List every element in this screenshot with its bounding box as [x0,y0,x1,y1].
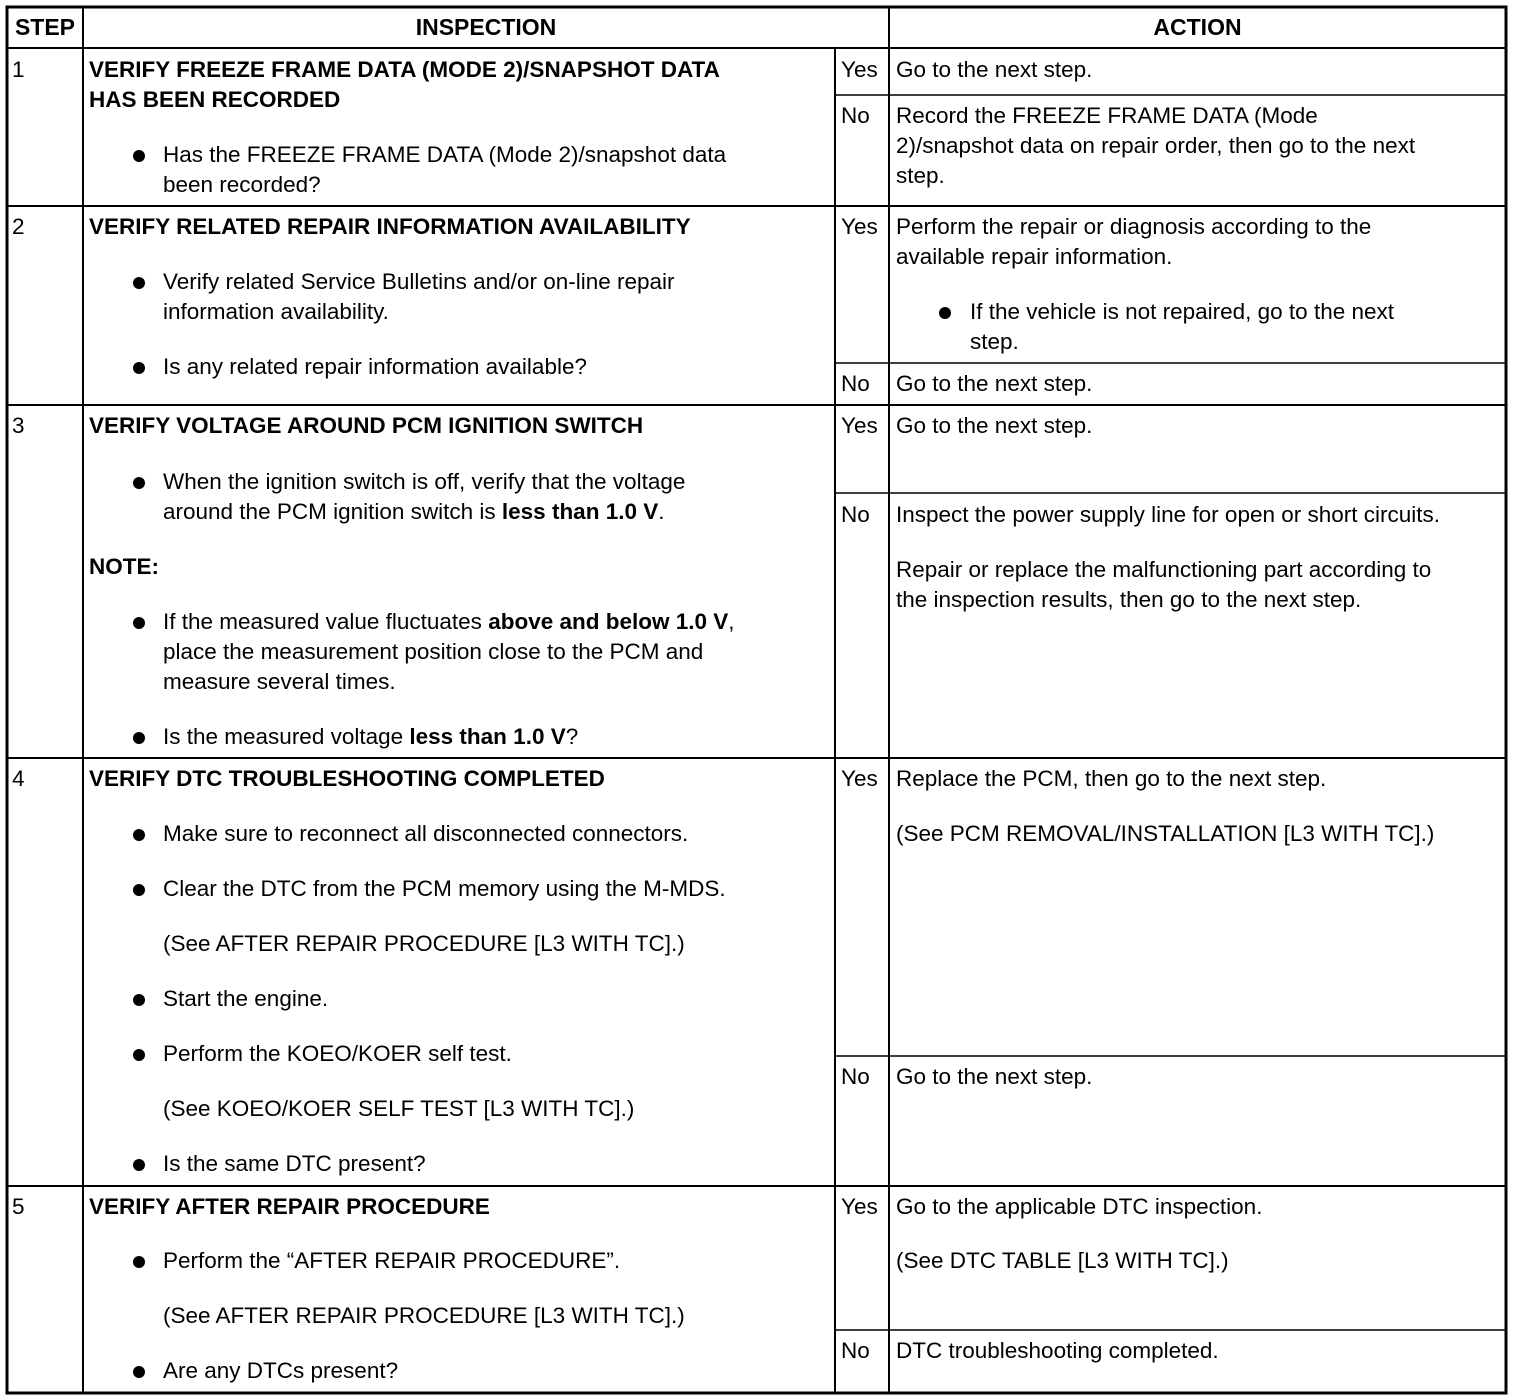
yes-action: available repair information. [896,244,1173,269]
text-segment: Is the measured voltage [163,724,410,749]
text-segment: , [728,609,735,634]
inspection-item: Perform the “AFTER REPAIR PROCEDURE”. [163,1248,621,1273]
inspection-item: place the measurement position close to the PCM and [163,639,704,664]
no-action: Inspect the power supply line for open or short circuits. [896,502,1441,527]
step-title: VERIFY RELATED REPAIR INFORMATION AVAILABILITY [89,214,691,239]
step-title: HAS BEEN RECORDED [89,87,341,112]
no-action: 2)/snapshot data on repair order, then go to the next [896,133,1416,158]
no-label: No [841,1338,870,1363]
no-action: the inspection results, then go to the next step. [896,587,1362,612]
inspection-item: measure several times. [163,669,396,694]
no-action: Go to the next step. [896,1064,1093,1089]
inspection-item: Is the same DTC present? [163,1151,426,1176]
reference-note: (See KOEO/KOER SELF TEST [L3 WITH TC].) [163,1096,635,1121]
inspection-item: Is any related repair information available? [163,354,587,379]
inspection-item: Clear the DTC from the PCM memory using the M-MDS. [163,876,726,901]
bullet-icon [133,994,145,1006]
emphasis-text: less than 1.0 V [501,499,659,524]
no-action: step. [896,163,945,188]
inspection-item: When the ignition switch is off, verify that the voltage [163,469,686,494]
header-inspection: INSPECTION [415,14,557,40]
bullet-icon [939,307,951,319]
inspection-item [163,722,578,752]
bullet-icon [133,829,145,841]
text-segment: ? [565,724,579,749]
step-number: 2 [12,214,25,239]
step-number: 3 [12,413,25,438]
text-segment: around the PCM ignition switch is [163,499,502,524]
bullet-icon [133,617,145,629]
step-number: 4 [12,766,25,791]
inspection-item: Has the FREEZE FRAME DATA (Mode 2)/snapshot data [163,142,727,167]
bullet-icon [133,1159,145,1171]
yes-label: Yes [841,1194,878,1219]
inspection-item: Verify related Service Bulletins and/or on-line repair [163,269,675,294]
yes-action: (See DTC TABLE [L3 WITH TC].) [896,1248,1229,1273]
yes-action: Replace the PCM, then go to the next step. [896,766,1327,791]
yes-action: Go to the next step. [896,57,1093,82]
no-action: DTC troubleshooting completed. [896,1338,1219,1363]
yes-action: step. [970,329,1019,354]
step-number: 1 [12,57,25,82]
no-action: Repair or replace the malfunctioning part according to [896,557,1432,582]
header-step: STEP [14,14,76,40]
bullet-icon [133,277,145,289]
bullet-icon [133,884,145,896]
yes-label: Yes [841,57,878,82]
bullet-icon [133,362,145,374]
inspection-item: Make sure to reconnect all disconnected connectors. [163,821,689,846]
reference-note: (See AFTER REPAIR PROCEDURE [L3 WITH TC].) [163,931,685,956]
no-label: No [841,371,870,396]
text-segment: If the measured value fluctuates [163,609,489,634]
no-action: Go to the next step. [896,371,1093,396]
note-label: NOTE: [89,554,159,579]
header-action: ACTION [1153,14,1242,40]
inspection-item [163,607,735,637]
step-number: 5 [12,1194,25,1219]
text-segment: . [658,499,665,524]
yes-label: Yes [841,413,878,438]
yes-action: Go to the applicable DTC inspection. [896,1194,1263,1219]
yes-action: Perform the repair or diagnosis according to the [896,214,1372,239]
no-label: No [841,103,870,128]
step-title: VERIFY VOLTAGE AROUND PCM IGNITION SWITCH [89,413,644,438]
inspection-item [163,497,665,527]
reference-note: (See AFTER REPAIR PROCEDURE [L3 WITH TC].) [163,1303,685,1328]
emphasis-text: above and below 1.0 V [488,609,729,634]
no-label: No [841,1064,870,1089]
inspection-item: Start the engine. [163,986,329,1011]
emphasis-text: less than 1.0 V [409,724,566,749]
yes-action: If the vehicle is not repaired, go to the next [970,299,1395,324]
bullet-icon [133,1049,145,1061]
inspection-item: Perform the KOEO/KOER self test. [163,1041,512,1066]
inspection-item: been recorded? [163,172,321,197]
yes-label: Yes [841,766,878,791]
yes-label: Yes [841,214,878,239]
step-title: VERIFY FREEZE FRAME DATA (MODE 2)/SNAPSHOT DATA [89,57,720,82]
bullet-icon [133,1366,145,1378]
yes-action: Go to the next step. [896,413,1093,438]
no-label: No [841,502,870,527]
bullet-icon [133,477,145,489]
bullet-icon [133,1256,145,1268]
inspection-item: Are any DTCs present? [163,1358,399,1383]
step-title: VERIFY DTC TROUBLESHOOTING COMPLETED [89,766,605,791]
inspection-item: information availability. [163,299,389,324]
step-title: VERIFY AFTER REPAIR PROCEDURE [89,1194,490,1219]
bullet-icon [133,150,145,162]
no-action: Record the FREEZE FRAME DATA (Mode [896,103,1318,128]
bullet-icon [133,732,145,744]
yes-action: (See PCM REMOVAL/INSTALLATION [L3 WITH TC].) [896,821,1435,846]
